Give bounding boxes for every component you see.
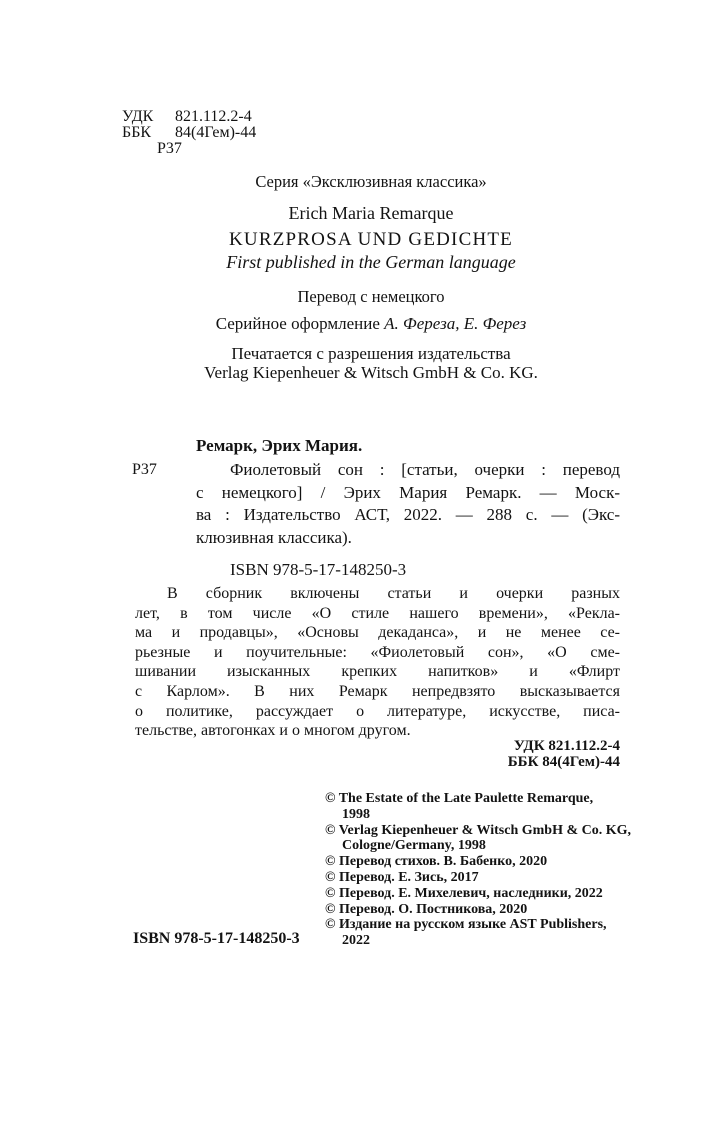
text-line: ББК 84(4Гем)-44 (507, 753, 620, 770)
text-line: Verlag Kiepenheuer & Witsch GmbH & Co. KG. (204, 362, 538, 382)
designers-names: А. Фереза, Е. Ферез (384, 314, 527, 333)
text-line: шивании изысканных крепких напитков» и «Флирт (135, 663, 620, 681)
text-line: тельстве, автогонках и о многом другом. (135, 722, 411, 740)
bbk-label: ББК (122, 124, 152, 141)
text-line: о политике, рассуждает о литературе, искусстве, писа- (135, 702, 620, 720)
copyright-block (325, 791, 632, 949)
text-line: ва : Издательство АСТ, 2022. — 288 с. — (Экс- (196, 505, 620, 525)
design-note-prefix: Серийное оформление (215, 314, 385, 333)
text-line: © Verlag Kiepenheuer & Witsch GmbH & Co. KG, (325, 822, 632, 838)
classification-codes-bottom (508, 739, 620, 770)
author-sign-line (122, 141, 256, 157)
classification-codes-top (122, 109, 256, 157)
text-line: Cologne/Germany, 1998 (342, 838, 486, 854)
text-line: ма и продавцы», «Основы декаданса», и не менее се- (135, 624, 620, 642)
isbn-bottom: ISBN 978-5-17-148250-3 (133, 930, 300, 947)
text-line: 2022 (342, 933, 370, 949)
text-line: Печатается с разрешения издательства (231, 344, 511, 363)
text-line: © The Estate of the Late Paulette Remarque, (325, 791, 594, 806)
catalog-author-heading: Ремарк, Эрих Мария. (196, 436, 363, 455)
catalog-description (196, 459, 620, 549)
text-line: © Перевод. Е. Михелевич, наследники, 2022 (325, 885, 603, 901)
catalog-author-sign: Р37 (132, 461, 157, 478)
udk-value: 821.112.2-4 (175, 108, 252, 125)
permission-note (122, 345, 620, 382)
text-line: с немецкого] / Эрих Мария Ремарк. — Моск- (196, 482, 620, 502)
text-line: УДК 821.112.2-4 (513, 738, 620, 754)
series-title: Серия «Эксклюзивная классика» (255, 172, 487, 191)
isbn-catalog: ISBN 978-5-17-148250-3 (230, 560, 407, 579)
text-line: Фиолетовый сон : [статьи, очерки : перевод (230, 460, 620, 479)
text-line: © Перевод. Е. Зись, 2017 (325, 869, 479, 885)
annotation-paragraph (135, 584, 620, 741)
text-line: © Перевод. О. Постникова, 2020 (325, 901, 528, 917)
first-published-note: First published in the German language (226, 252, 516, 272)
translation-note: Перевод с немецкого (297, 287, 445, 306)
author-sign: Р37 (157, 140, 182, 157)
original-author: Erich Maria Remarque (288, 203, 454, 223)
original-title: KURZPROSA UND GEDICHTE (229, 229, 513, 250)
series-design-note (122, 314, 620, 334)
udk-label: УДК (122, 108, 154, 125)
text-line: © Издание на русском языке AST Publishers, (325, 917, 607, 933)
bbk-code-line (122, 125, 256, 141)
bbk-value: 84(4Гем)-44 (175, 124, 257, 141)
text-line: лет, в том числе «О стиле нашего времени», «Рекла- (135, 604, 620, 622)
text-line: В сборник включены статьи и очерки разных (167, 585, 620, 602)
text-line: © Перевод стихов. В. Бабенко, 2020 (325, 854, 548, 870)
text-line: клюзивная классика). (196, 527, 352, 547)
text-line: 1998 (342, 806, 370, 822)
text-line: рьезные и поучительные: «Фиолетовый сон», «О сме- (135, 643, 620, 661)
udk-code-line (122, 109, 256, 125)
text-line: с Карлом». В них Ремарк непредвзято высказывается (135, 682, 620, 700)
